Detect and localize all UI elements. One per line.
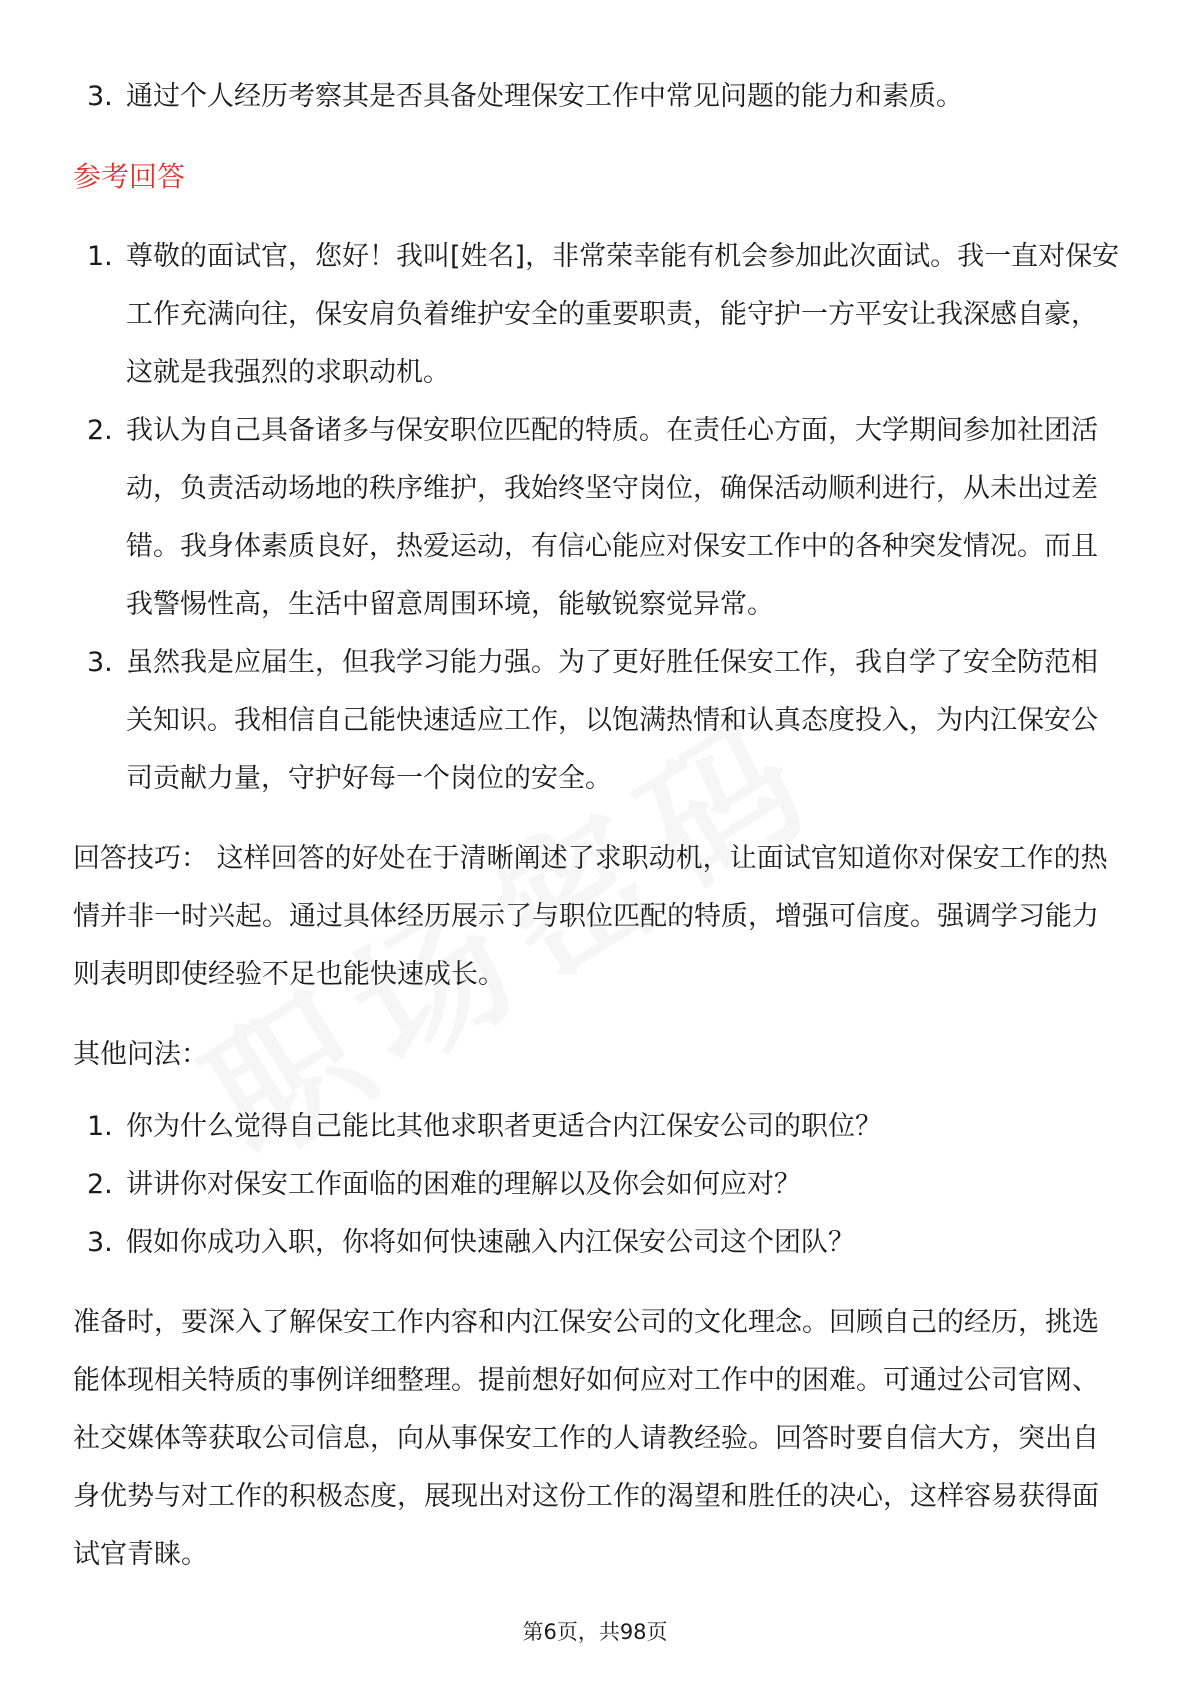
- preparation-paragraph: 准备时，要深入了解保安工作内容和内江保安公司的文化理念。回顾自己的经历，挑选能体现相关特质的事例详细整理。提前想好如何应对工作中的困难。可通过公司官网、社交媒体等获取公司信息，向从事保安工作的人请教经验。回答时要自信大方，突出自身优势与对工作的积极态度，展现出对这份工作的渴望和胜任的决心，这样容易获得面试官青睐。: [73, 1307, 1099, 1570]
- list-text: 我认为自己具备诸多与保安职位匹配的特质。在责任心方面，大学期间参加社团活动，负责活动场地的秩序维护，我始终坚守岗位，确保活动顺利进行，从未出过差错。我身体素质良好，热爱运动，有信心能应对保安工作中的各种突发情况。而且我警惕性高，生活中留意周围环境，能敏锐察觉异常。: [126, 415, 1098, 620]
- list-item: [73, 634, 1123, 808]
- list-number: 3.: [87, 81, 113, 112]
- list-item: [73, 1214, 1123, 1272]
- other-questions-list: [73, 1098, 1123, 1272]
- list-text: 假如你成功入职，你将如何快速融入内江保安公司这个团队？: [126, 1227, 855, 1258]
- list-item: [73, 228, 1123, 402]
- list-item: [73, 402, 1123, 634]
- list-text: 讲讲你对保安工作面临的困难的理解以及你会如何应对？: [126, 1169, 801, 1200]
- answer-list: [73, 228, 1123, 808]
- list-text: 通过个人经历考察其是否具备处理保安工作中常见问题的能力和素质。: [126, 81, 963, 112]
- list-number: 3.: [87, 647, 113, 678]
- list-number: 1.: [87, 1111, 113, 1142]
- other-heading: 其他问法：: [73, 1039, 208, 1070]
- list-text: 尊敬的面试官，您好！我叫[姓名]，非常荣幸能有机会参加此次面试。我一直对保安工作充满向往，保安肩负着维护安全的重要职责，能守护一方平安让我深感自豪，这就是我强烈的求职动机。: [126, 241, 1120, 388]
- list-number: 3.: [87, 1227, 113, 1258]
- reference-heading: 参考回答: [73, 160, 186, 193]
- top-list: [73, 68, 1123, 126]
- list-number: 2.: [87, 415, 113, 446]
- list-item: [73, 68, 1123, 126]
- list-text: 虽然我是应届生，但我学习能力强。为了更好胜任保安工作，我自学了安全防范相关知识。我相信自己能快速适应工作，以饱满热情和认真态度投入，为内江保安公司贡献力量，守护好每一个岗位的安全。: [126, 647, 1098, 794]
- list-item: [73, 1156, 1123, 1214]
- list-number: 1.: [87, 241, 113, 272]
- list-text: 你为什么觉得自己能比其他求职者更适合内江保安公司的职位？: [126, 1111, 882, 1142]
- list-item: [73, 1098, 1123, 1156]
- content: [73, 68, 1123, 1584]
- page-footer: 第6页，共98页: [522, 1620, 668, 1644]
- list-number: 2.: [87, 1169, 113, 1200]
- tips-paragraph: 回答技巧： 这样回答的好处在于清晰阐述了求职动机，让面试官知道你对保安工作的热情并非一时兴起。通过具体经历展示了与职位匹配的特质，增强可信度。强调学习能力则表明即使经验不足也能快速成长。: [73, 843, 1108, 990]
